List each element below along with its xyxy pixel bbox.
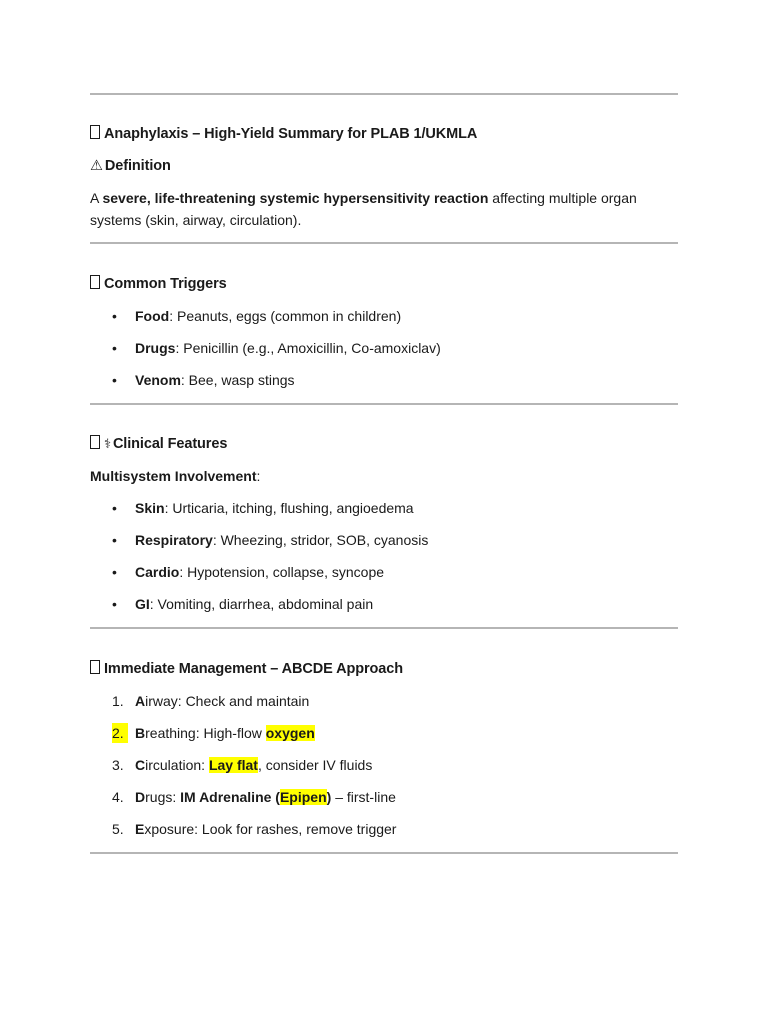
list-item-label: Drugs bbox=[135, 340, 176, 356]
item-text: xposure: Look for rashes, remove trigger bbox=[144, 821, 397, 837]
staff-of-aesculapius-icon: ⚕ bbox=[104, 436, 111, 451]
list-item-label: Respiratory bbox=[135, 532, 213, 548]
bullet-icon: • bbox=[112, 500, 117, 516]
bullet-icon: • bbox=[112, 596, 117, 612]
abcde-letter: B bbox=[135, 725, 146, 741]
horizontal-rule bbox=[90, 627, 678, 629]
horizontal-rule bbox=[90, 852, 678, 854]
list-item-text: : Wheezing, stridor, SOB, cyanosis bbox=[212, 532, 429, 548]
list-item-text: : Bee, wasp stings bbox=[180, 372, 295, 388]
item-text-after: – first-line bbox=[331, 789, 396, 805]
missing-glyph-box-icon bbox=[90, 275, 100, 289]
section-heading-definition bbox=[90, 156, 171, 176]
missing-glyph-box-icon bbox=[90, 435, 100, 449]
bullet-icon: • bbox=[112, 372, 117, 388]
item-text: irculation: bbox=[145, 757, 209, 773]
definition-intro: A bbox=[90, 190, 103, 206]
abcde-letter: A bbox=[135, 693, 146, 709]
highlighted-text: Epipen bbox=[279, 789, 327, 805]
horizontal-rule bbox=[90, 242, 678, 244]
section-heading-management bbox=[90, 659, 403, 679]
missing-glyph-box-icon bbox=[90, 125, 100, 139]
section-heading-triggers bbox=[90, 274, 227, 294]
definition-heading-text: Definition bbox=[104, 158, 171, 174]
list-item-label: Food bbox=[135, 308, 170, 324]
document-title-text: Anaphylaxis – High-Yield Summary for PLAB 1/UKMLA bbox=[104, 126, 478, 142]
item-number: 3. bbox=[112, 757, 124, 773]
list-item-text: : Hypotension, collapse, syncope bbox=[179, 564, 385, 580]
list-item-label: GI bbox=[135, 596, 150, 612]
bold-text-close: ) bbox=[326, 789, 332, 805]
abcde-letter: C bbox=[135, 757, 146, 773]
bullet-icon: • bbox=[112, 564, 117, 580]
definition-bold: severe, life-threatening systemic hypersensitivity reaction bbox=[102, 190, 489, 206]
clinical-subheading bbox=[90, 466, 260, 486]
highlighted-text: oxygen bbox=[265, 725, 315, 741]
bold-text: IM Adrenaline ( bbox=[180, 789, 280, 805]
item-number: 2. bbox=[112, 723, 128, 743]
clinical-subheading-text: Multisystem Involvement bbox=[90, 468, 257, 484]
item-number: 4. bbox=[112, 789, 124, 805]
warning-icon: ⚠ bbox=[90, 158, 103, 174]
triggers-heading-text: Common Triggers bbox=[104, 276, 227, 292]
item-number: 5. bbox=[112, 821, 124, 837]
list-item-text: : Peanuts, eggs (common in children) bbox=[169, 308, 402, 324]
item-text: rugs: bbox=[145, 789, 181, 805]
item-text: irway: Check and maintain bbox=[145, 693, 310, 709]
list-item-label: Venom bbox=[135, 372, 181, 388]
list-item-text: : Urticaria, itching, flushing, angioedema bbox=[164, 500, 414, 516]
abcde-letter: E bbox=[135, 821, 145, 837]
management-heading-text: Immediate Management – ABCDE Approach bbox=[104, 661, 403, 677]
list-item-text: : Vomiting, diarrhea, abdominal pain bbox=[149, 596, 374, 612]
horizontal-rule bbox=[90, 403, 678, 405]
document-title bbox=[90, 124, 477, 144]
item-text: reathing: High-flow bbox=[145, 725, 266, 741]
clinical-subheading-suffix: : bbox=[256, 468, 261, 484]
list-item-label: Cardio bbox=[135, 564, 180, 580]
item-text-after: , consider IV fluids bbox=[257, 757, 373, 773]
list-item-text: : Penicillin (e.g., Amoxicillin, Co-amoxiclav) bbox=[175, 340, 441, 356]
abcde-letter: D bbox=[135, 789, 146, 805]
section-heading-clinical bbox=[90, 434, 227, 454]
bullet-icon: • bbox=[112, 532, 117, 548]
bullet-icon: • bbox=[112, 308, 117, 324]
missing-glyph-box-icon bbox=[90, 660, 100, 674]
highlighted-text: Lay flat bbox=[208, 757, 258, 773]
bullet-icon: • bbox=[112, 340, 117, 356]
definition-paragraph bbox=[90, 187, 678, 231]
clinical-heading-text: Clinical Features bbox=[112, 436, 228, 452]
horizontal-rule bbox=[90, 93, 678, 95]
list-item-label: Skin bbox=[135, 500, 165, 516]
definition-rest: affecting multiple organ systems (skin, airway, circulation). bbox=[90, 190, 637, 228]
item-number: 1. bbox=[112, 693, 124, 709]
